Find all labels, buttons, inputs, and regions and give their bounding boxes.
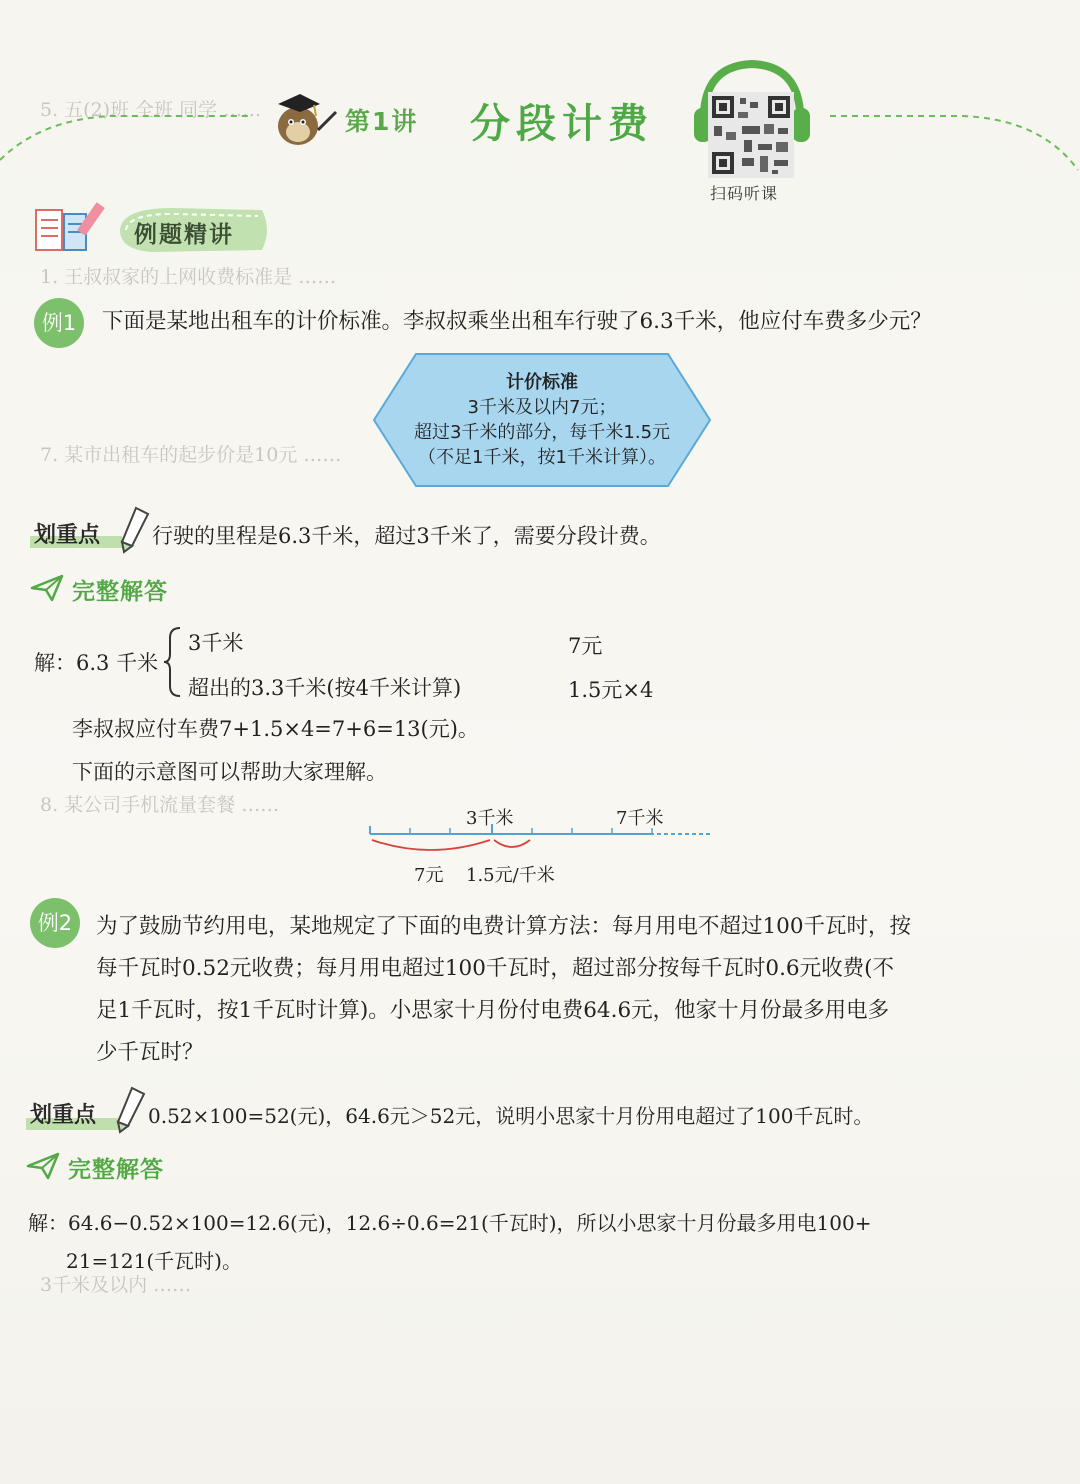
question-line: 每千瓦时0.52元收费；每月用电超过100千瓦时，超过部分按每千瓦时0.6元收费(不 — [96, 956, 894, 981]
question-line: 少千瓦时？ — [96, 1040, 204, 1065]
example-1-question: 下面是某地出租车的计价标准。李叔叔乘坐出租车行驶了6.3千米，他应付车费多少元？ — [102, 309, 932, 334]
show-through-text: 8. 某公司手机流量套餐 …… — [40, 794, 280, 816]
pricing-line: 3千米及以内7元； — [467, 397, 617, 418]
pricing-standard — [372, 370, 712, 470]
solution-branch-2: 超出的3.3千米(按4千米计算) — [188, 676, 462, 700]
diagram-label-rate: 1.5元/千米 — [466, 865, 555, 886]
pricing-line: 超过3千米的部分，每千米1.5元 — [413, 422, 671, 443]
solution-branch-1: 3千米 — [188, 631, 244, 655]
show-through-text: 7. 某市出租车的起步价是10元 …… — [40, 444, 342, 466]
paper-plane-icon — [26, 1152, 60, 1180]
solution-line: 21=121(千瓦时)。 — [66, 1249, 242, 1273]
example-2-question — [96, 906, 911, 1074]
solution-cost-1: 7元 — [568, 634, 603, 658]
highlighter-pen-icon — [112, 1086, 146, 1134]
highlight-label: 划重点 — [30, 1103, 97, 1128]
mascot-icon — [270, 90, 340, 150]
diagram-label-7km: 7千米 — [616, 808, 664, 829]
paper-plane-icon — [30, 574, 64, 602]
question-line: 足1千瓦时，按1千瓦时计算)。小思家十月份付电费64.6元，他家十月份最多用电多 — [96, 998, 890, 1023]
highlight-text: 行驶的里程是6.3千米，超过3千米了，需要分段计费。 — [152, 524, 661, 548]
solution-line: 解：64.6−0.52×100=12.6(元)，12.6÷0.6=21(千瓦时)，所以小思家十月份最多用电100+ — [28, 1211, 872, 1235]
example-1-badge: 例1 — [34, 298, 84, 348]
brace-icon — [162, 626, 184, 698]
section-label: 例题精讲 — [134, 222, 234, 248]
question-line: 为了鼓励节约用电，某地规定了下面的电费计算方法：每月用电不超过100千瓦时，按 — [96, 914, 912, 939]
solution-prefix: 解：6.3 千米 — [34, 651, 159, 675]
solution-heading: 完整解答 — [68, 1157, 164, 1183]
qr-code-icon[interactable] — [708, 92, 794, 178]
show-through-text: 3千米及以内 …… — [40, 1274, 192, 1296]
solution-line-2: 下面的示意图可以帮助大家理解。 — [72, 760, 387, 784]
diagram-label-3km: 3千米 — [466, 808, 514, 829]
book-icon — [32, 196, 110, 258]
solution-heading: 完整解答 — [72, 579, 168, 605]
lesson-title: 分段计费 — [470, 101, 654, 147]
solution-line-1: 李叔叔应付车费7+1.5×4=7+6=13(元)。 — [72, 717, 479, 741]
show-through-text: 1. 王叔叔家的上网收费标准是 …… — [40, 266, 337, 288]
highlight-label: 划重点 — [34, 523, 101, 548]
pricing-title: 计价标准 — [506, 372, 578, 393]
diagram-label-7yuan: 7元 — [414, 865, 444, 886]
show-through-text: 5. 五(2)班 全班 同学 …… — [40, 99, 262, 121]
highlighter-pen-icon — [116, 506, 150, 554]
pricing-line: （不足1千米，按1千米计算）。 — [418, 447, 666, 468]
solution-cost-2: 1.5元×4 — [568, 678, 654, 702]
highlight-text: 0.52×100=52(元)，64.6元＞52元，说明小思家十月份用电超过了100千瓦时。 — [148, 1104, 874, 1128]
example-2-badge: 例2 — [30, 898, 80, 948]
scan-label: 扫码听课 — [710, 184, 779, 203]
lesson-number: 第1讲 — [345, 107, 419, 136]
